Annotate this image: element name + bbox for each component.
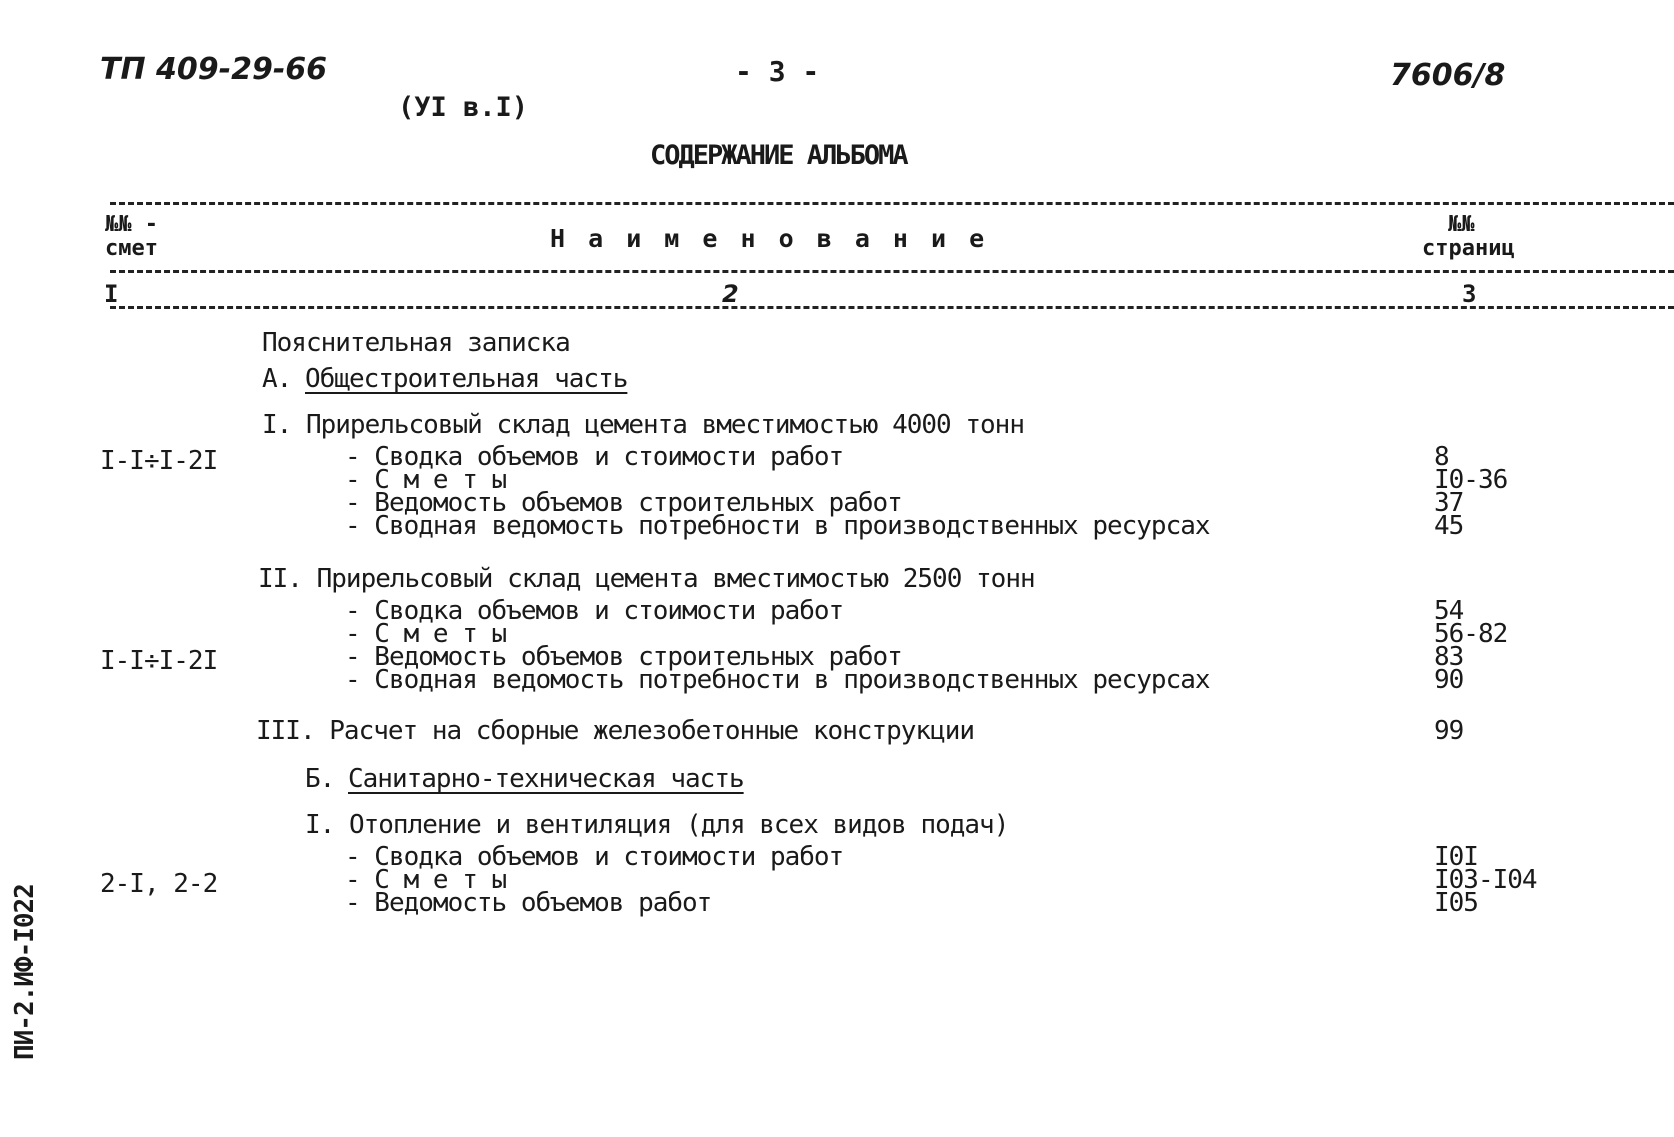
col-estimates-header: №№ - <box>105 212 158 237</box>
part2-item: - Сводка объемов и стоимости работ <box>345 596 844 626</box>
section-b-prefix: Б. <box>305 764 335 794</box>
part-b1-page: I05 <box>1434 888 1478 918</box>
part-b1-item: - С м е т ы <box>345 865 507 895</box>
explanatory-note: Пояснительная записка <box>262 328 570 358</box>
part2-item: - С м е т ы <box>345 619 507 649</box>
sheet-number: 7606/8 <box>1390 58 1506 93</box>
part-b1-item: - Сводка объемов и стоимости работ <box>345 842 844 872</box>
part3-page: 99 <box>1434 716 1464 746</box>
part2-page: 56-82 <box>1434 619 1508 649</box>
col-pages-header: №№ <box>1448 212 1475 237</box>
section-a-title: Общестроительная часть <box>305 364 628 394</box>
part2-page: 54 <box>1434 596 1464 626</box>
part2-item: - Ведомость объемов строительных работ <box>345 642 902 672</box>
part1-item: - Сводка объемов и стоимости работ <box>345 442 844 472</box>
part1-page: 37 <box>1434 488 1464 518</box>
volume-label: (УI в.I) <box>398 92 529 123</box>
part1-page: 45 <box>1434 511 1464 541</box>
part2-page: 90 <box>1434 665 1464 695</box>
col-pages-header-2: страниц <box>1422 236 1515 261</box>
part2-estimates: I-I÷I-2I <box>100 646 218 676</box>
part-b1-title: I. Отопление и вентиляция (для всех видов подач) <box>305 810 1009 840</box>
part3-title: III. Расчет на сборные железобетонные конструкции <box>256 716 975 746</box>
part-b1-item: - Ведомость объемов работ <box>345 888 712 918</box>
section-b-title: Санитарно-техническая часть <box>348 764 744 794</box>
document-code: ТП 409-29-66 <box>100 52 328 87</box>
part-b1-page: I03-I04 <box>1434 865 1537 895</box>
col-name-header: Н а и м е н о в а н и е <box>550 224 989 253</box>
part2-page: 83 <box>1434 642 1464 672</box>
part1-item: - С м е т ы <box>345 465 507 495</box>
table-top-rule <box>110 202 1674 205</box>
part1-page: 8 <box>1434 442 1449 472</box>
col-number-2: 2 <box>722 280 739 308</box>
part1-title: I. Прирельсовый склад цемента вместимостью 4000 тонн <box>262 410 1024 440</box>
page-title: СОДЕРЖАНИЕ АЛЬБОМА <box>650 140 907 171</box>
part-b1-page: I0I <box>1434 842 1478 872</box>
table-mid-rule <box>110 270 1674 273</box>
part1-item: - Сводная ведомость потребности в производственных ресурсах <box>345 511 1210 541</box>
col-number-3: 3 <box>1462 280 1477 308</box>
part-b1-estimates: 2-I, 2-2 <box>100 869 218 899</box>
table-bottom-rule <box>110 306 1674 309</box>
page-number: - 3 - <box>735 55 820 88</box>
part1-page: I0-36 <box>1434 465 1508 495</box>
side-archive-label: ПИ-2.ИФ-I022 <box>10 884 40 1060</box>
part2-title: II. Прирельсовый склад цемента вместимостью 2500 тонн <box>258 564 1035 594</box>
part2-item: - Сводная ведомость потребности в производственных ресурсах <box>345 665 1210 695</box>
section-a-prefix: А. <box>262 364 292 394</box>
col-number-1: I <box>104 280 119 308</box>
part1-estimates: I-I÷I-2I <box>100 446 218 476</box>
col-estimates-header-2: смет <box>105 236 158 261</box>
part1-item: - Ведомость объемов строительных работ <box>345 488 902 518</box>
